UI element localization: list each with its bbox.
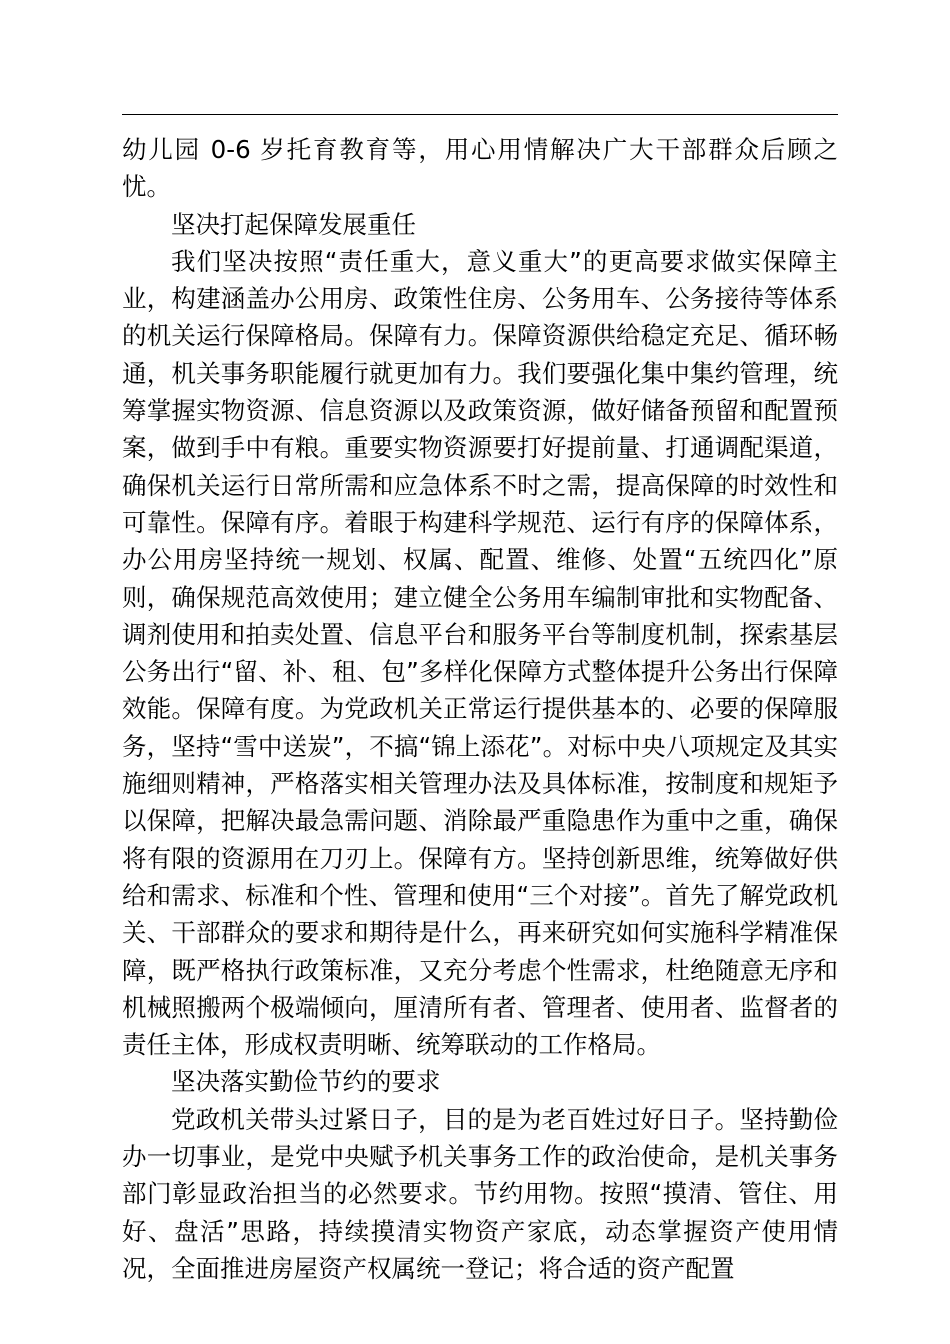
header-rule bbox=[122, 114, 838, 115]
body-paragraph: 我们坚决按照“责任重大，意义重大”的更高要求做实保障主业，构建涵盖办公用房、政策性住房、公务用车、公务接待等体系的机关运行保障格局。保障有力。保障资源供给稳定充足、循环畅通，机关事务职能履行就更加有力。我们要强化集中集约管理，统筹掌握实物资源、信息资源以及政策资源，做好储备预留和配置预案，做到手中有粮。重要实物资源要打好提前量、打通调配渠道，确保机关运行日常所需和应急体系不时之需，提高保障的时效性和可靠性。保障有序。着眼于构建科学规范、运行有序的保障体系，办公用房坚持统一规划、权属、配置、维修、处置“五统四化”原则，确保规范高效使用；建立健全公务用车编制审批和实物配备、调剂使用和拍卖处置、信息平台和服务平台等制度机制，探索基层公务出行“留、补、租、包”多样化保障方式整体提升公务出行保障效能。保障有度。为党政机关正常运行提供基本的、必要的保障服务，坚持“雪中送炭”，不搞“锦上添花”。对标中央八项规定及其实施细则精神，严格落实相关管理办法及具体标准，按制度和规矩予以保障，把解决最急需问题、消除最严重隐患作为重中之重，确保将有限的资源用在刀刃上。保障有方。坚持创新思维，统筹做好供给和需求、标准和个性、管理和使用“三个对接”。首先了解党政机关、干部群众的要求和期待是什么，再来研究如何实施科学精准保障，既严格执行政策标准，又充分考虑个性需求，杜绝随意无序和机械照搬两个极端倾向，厘清所有者、管理者、使用者、监督者的责任主体，形成权责明晰、统筹联动的工作格局。 bbox=[122, 246, 838, 1060]
continuation-paragraph: 幼儿园 0-6 岁托育教育等，用心用情解决广大干部群众后顾之忧。 bbox=[122, 135, 838, 202]
section-heading: 坚决打起保障发展重任 bbox=[171, 209, 416, 239]
document-body bbox=[122, 131, 838, 1287]
section-heading: 坚决落实勤俭节约的要求 bbox=[171, 1067, 441, 1097]
body-paragraph: 党政机关带头过紧日子，目的是为老百姓过好日子。坚持勤俭办一切事业，是党中央赋予机关事务工作的政治使命，是机关事务部门彰显政治担当的必然要求。节约用物。按照“摸清、管住、用好、盘活”思路，持续摸清实物资产家底，动态掌握资产使用情况，全面推进房屋资产权属统一登记；将合适的资产配置 bbox=[122, 1104, 838, 1283]
